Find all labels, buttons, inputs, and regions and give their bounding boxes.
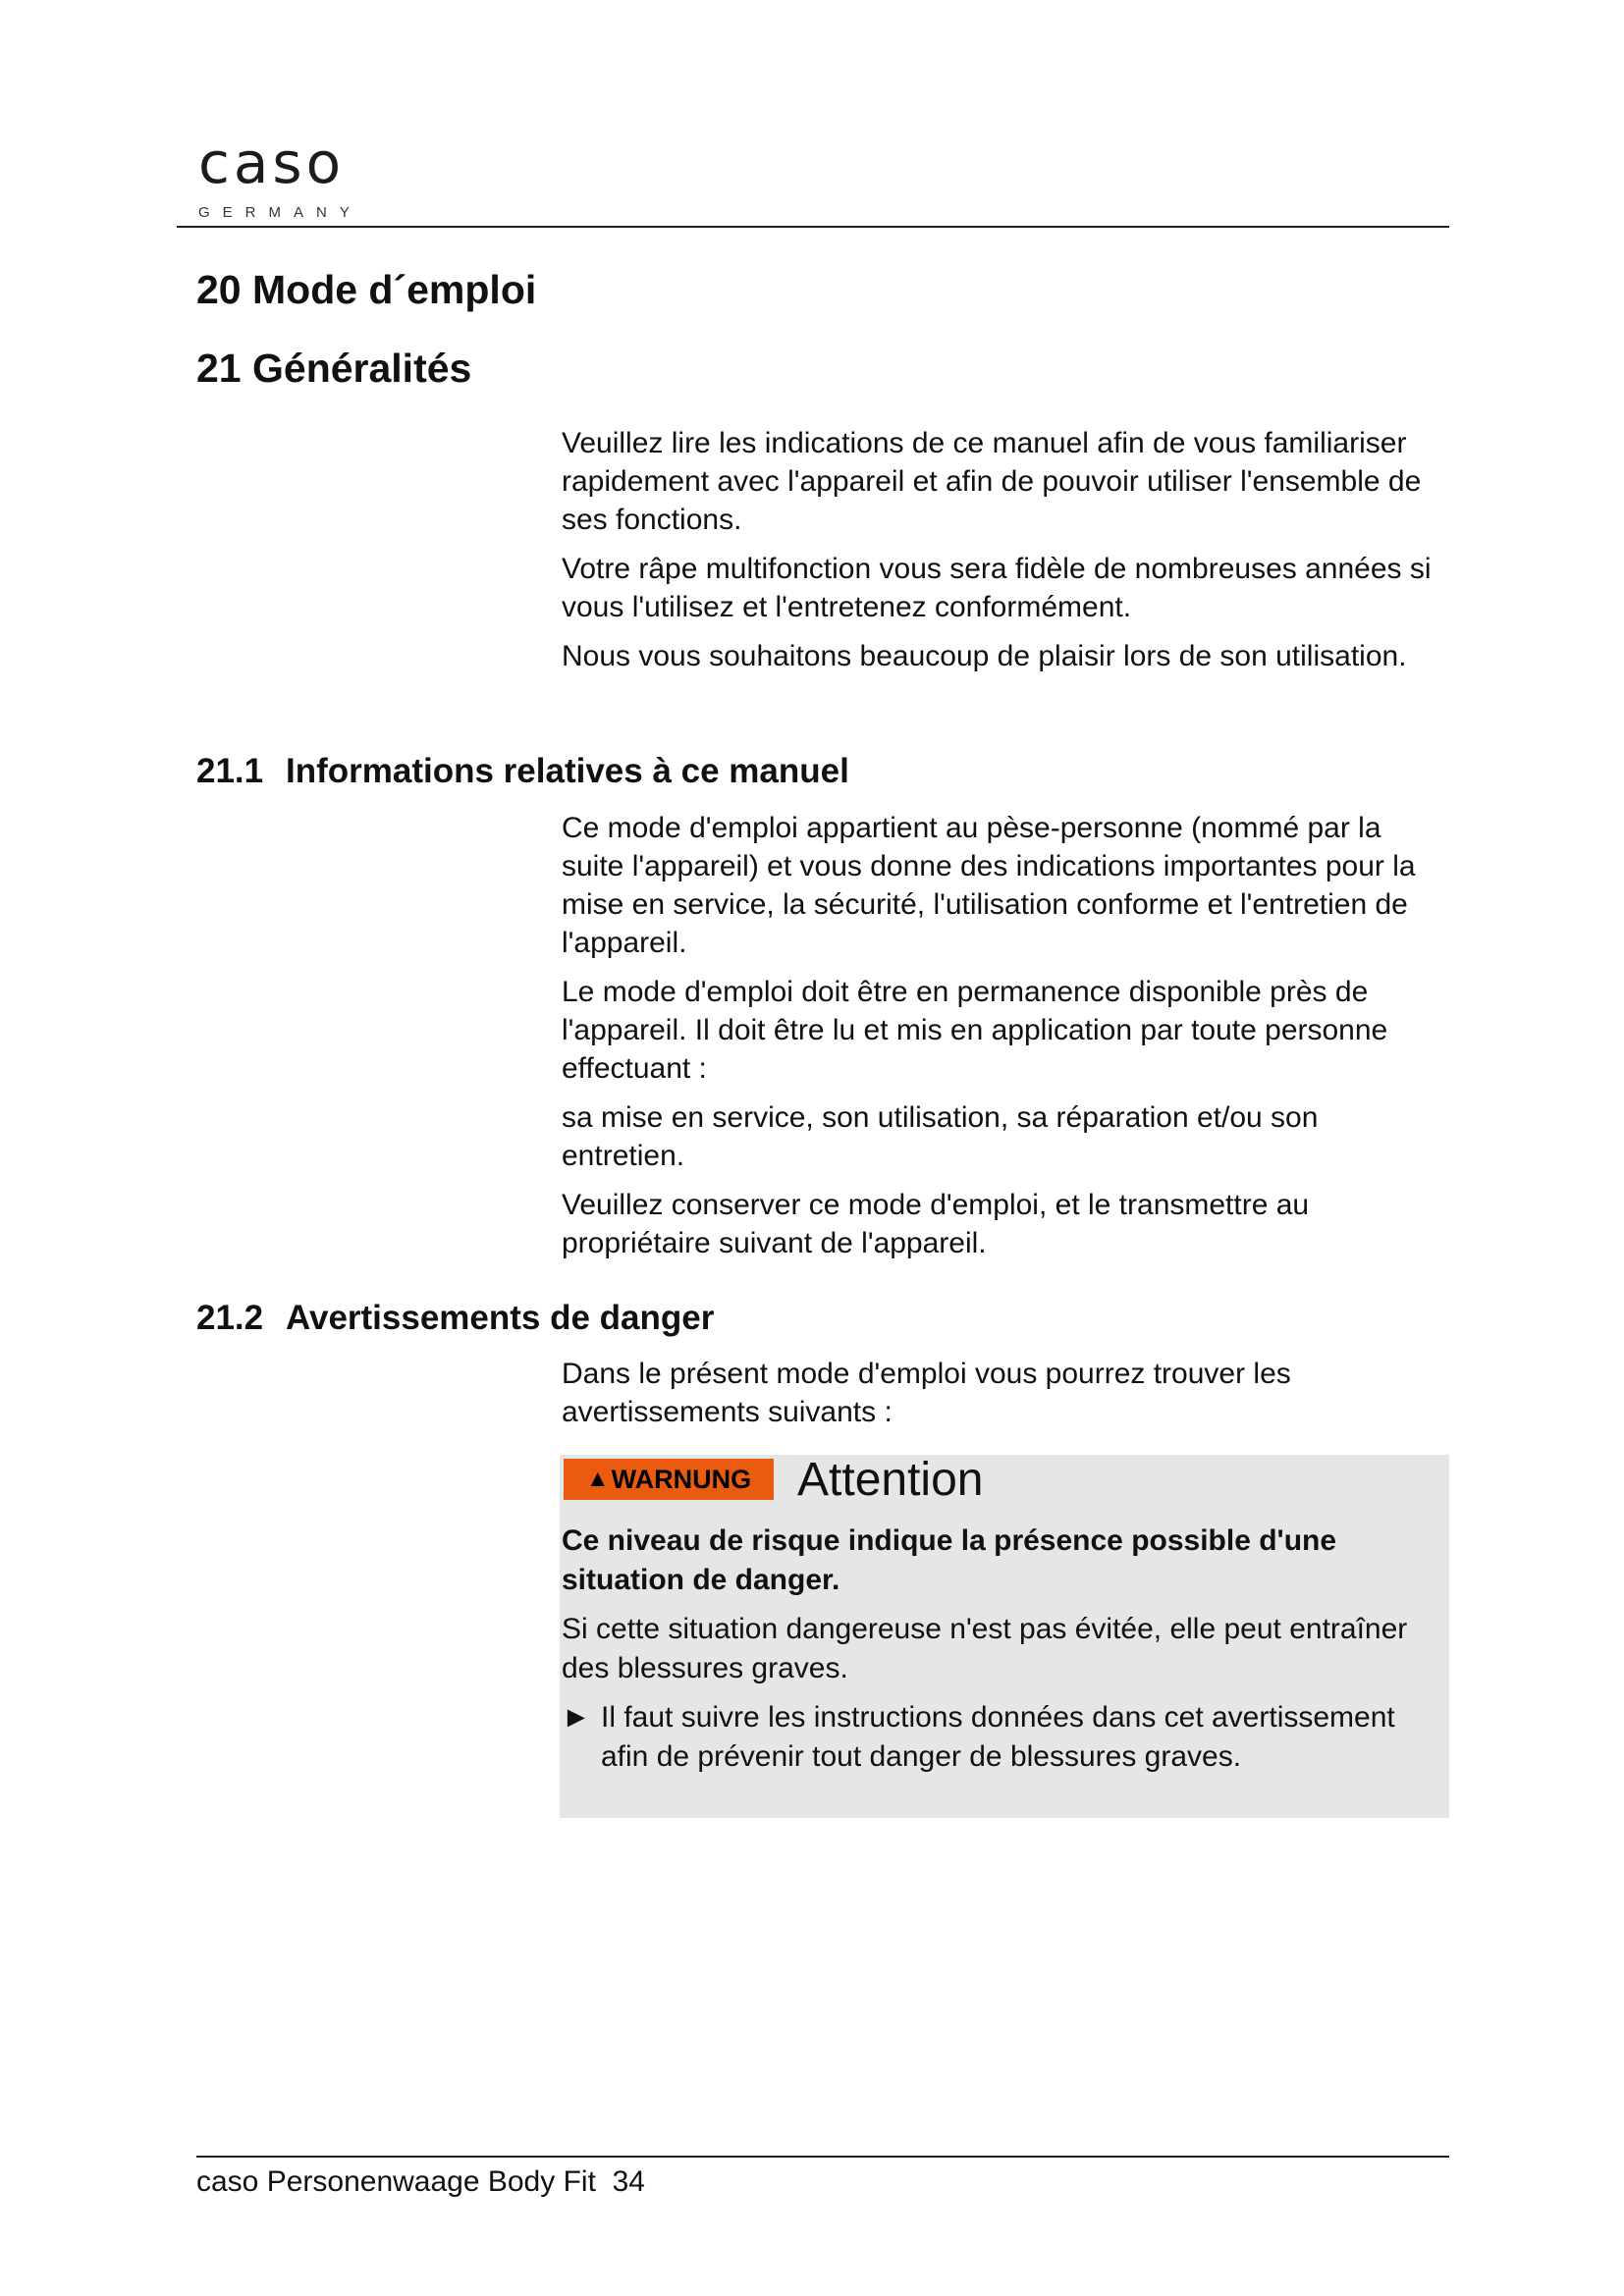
warning-instruction-text: Il faut suivre les instructions données dans cet avertissement afin de prévenir tout danger de blessures graves.	[601, 1701, 1395, 1773]
logo-wordmark: caso	[198, 130, 346, 196]
danger-intro-text: Dans le présent mode d'emploi vous pourrez trouver les avertissements suivants :	[562, 1358, 1291, 1428]
warning-triangle-icon: ▲	[585, 1466, 610, 1492]
heading-21-2	[196, 1299, 714, 1338]
caso-logo	[177, 128, 383, 236]
heading-21-1-number: 21.1	[196, 752, 264, 790]
heading-20: 20 Mode d´emploi	[196, 267, 537, 312]
warning-bold-text: Ce niveau de risque indique la présence possible d'une situation de danger.	[562, 1524, 1337, 1596]
manual-paragraph-4: Veuillez conserver ce mode d'emploi, et le transmettre au propriétaire suivant de l'appareil.	[562, 1189, 1310, 1259]
logo-subtitle: GERMANY	[198, 204, 362, 221]
footer-divider	[196, 2156, 1449, 2158]
danger-intro	[562, 1355, 1445, 1442]
general-section	[562, 424, 1445, 686]
warning-box	[560, 1455, 1449, 1818]
header-divider	[177, 226, 1449, 228]
warning-body	[562, 1522, 1426, 1777]
warning-text: Si cette situation dangereuse n'est pas évitée, elle peut entraîner des blessures graves.	[562, 1613, 1408, 1684]
heading-21-1-title: Informations relatives à ce manuel	[286, 752, 849, 790]
manual-paragraph-1: Ce mode d'emploi appartient au pèse-personne (nommé par la suite l'appareil) et vous donne des indications importantes pour la mise en service, la sécurité, l'utilisation conforme et l'entretien de l'appareil.	[562, 812, 1416, 959]
warning-badge	[564, 1459, 774, 1500]
page-footer: caso Personenwaage Body Fit 34	[196, 2165, 645, 2198]
general-paragraph-1: Veuillez lire les indications de ce manuel afin de vous familiariser rapidement avec l'appareil et afin de pouvoir utiliser l'ensemble de ses fonctions.	[562, 427, 1422, 536]
general-paragraph-2: Votre râpe multifonction vous sera fidèle de nombreuses années si vous l'utilisez et l'entretenez conformément.	[562, 553, 1432, 623]
manual-paragraph-2: Le mode d'emploi doit être en permanence disponible près de l'appareil. Il doit être lu et mis en application par toute personne effectuant :	[562, 976, 1388, 1085]
heading-21-2-number: 21.2	[196, 1299, 264, 1337]
general-paragraph-3: Nous vous souhaitons beaucoup de plaisir lors de son utilisation.	[562, 640, 1407, 672]
heading-21: 21 Généralités	[196, 346, 472, 391]
bullet-arrow-icon: ►	[562, 1701, 591, 1734]
manual-info-section	[562, 809, 1445, 1273]
manual-paragraph-3: sa mise en service, son utilisation, sa réparation et/ou son entretien.	[562, 1101, 1319, 1172]
warning-instruction	[562, 1698, 1426, 1777]
warning-badge-label: WARNUNG	[611, 1464, 752, 1494]
heading-21-1	[196, 752, 849, 791]
warning-title: Attention	[797, 1454, 984, 1506]
heading-21-2-title: Avertissements de danger	[286, 1299, 715, 1337]
